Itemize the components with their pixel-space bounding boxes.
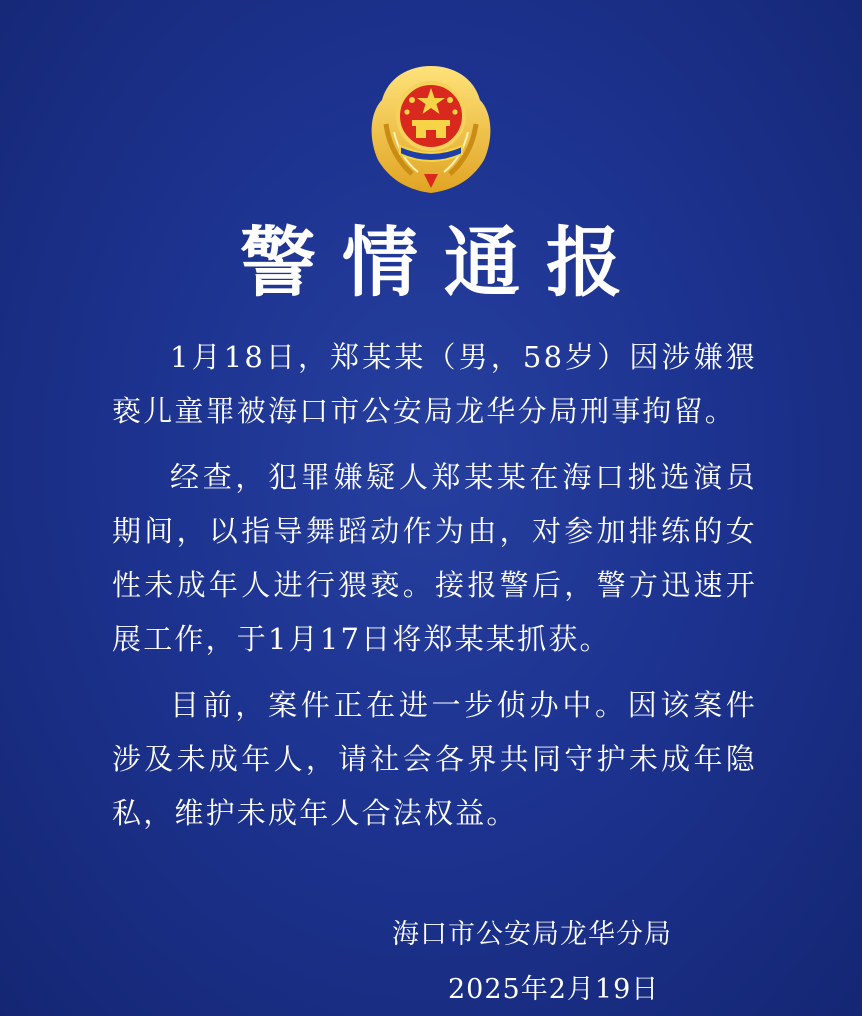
notice-paragraph: 经查，犯罪嫌疑人郑某某在海口挑选演员期间，以指导舞蹈动作为由，对参加排练的女性未成年人进行猥亵。接报警后，警方迅速开展工作，于1月17日将郑某某抓获。: [112, 460, 757, 656]
notice-paragraph: 目前，案件正在进一步侦办中。因该案件涉及未成年人，请社会各界共同守护未成年隐私，维护未成年人合法权益。: [112, 688, 757, 830]
issuer-signature: 海口市公安局龙华分局: [392, 919, 672, 950]
issue-date: 2025年2月19日: [448, 974, 660, 1005]
notice-title: 警情通报: [240, 218, 648, 307]
police-emblem-icon: [366, 62, 496, 196]
notice-paragraph: 1月18日，郑某某（男，58岁）因涉嫌猥亵儿童罪被海口市公安局龙华分局刑事拘留。: [112, 340, 757, 428]
notice-body: [112, 330, 757, 852]
